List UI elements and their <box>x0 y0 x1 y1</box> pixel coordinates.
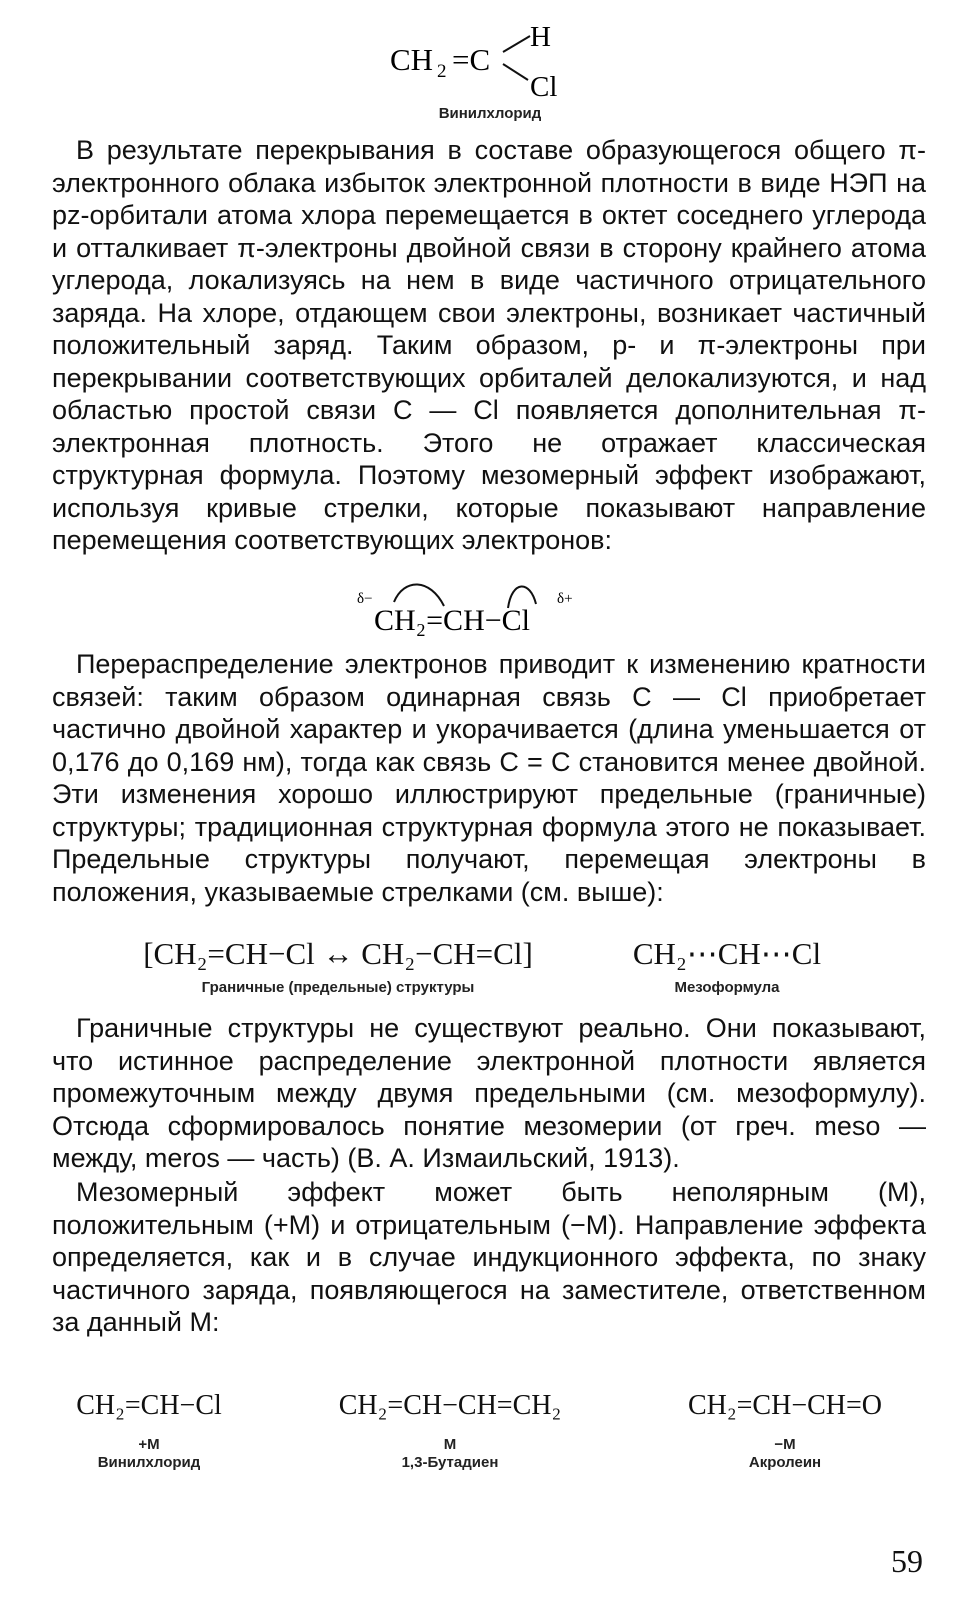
limit-structures-caption: Граничные (предельные) структуры <box>201 979 475 996</box>
example-butadiene <box>300 1360 600 1480</box>
formula-subscript: 2 <box>437 61 447 82</box>
mesoformula <box>612 908 842 1000</box>
formula-bond-c: =C <box>452 42 491 77</box>
example-effect: −M <box>774 1436 796 1453</box>
paragraph-4: Мезомерный эффект может быть неполярным (M), положительным (+M) и отрицательным (−M). Направление эффекта определяется, как и в случае индукционного эффекта, по знаку частичного заряда, появляющегося на заместителе, ответственном за данный M: <box>52 1177 926 1337</box>
example-effect: +M <box>138 1436 160 1453</box>
atom-cl: Cl <box>530 71 558 98</box>
delta-minus: δ− <box>357 591 373 607</box>
example-formula: CH₂=CH−CH=CH₂ <box>338 1390 562 1421</box>
mesoformula-caption: Мезоформула <box>674 979 780 996</box>
limit-structures-formula: [CH₂=CH−Cl ↔ CH₂−CH=Cl] <box>143 936 533 971</box>
example-formula: CH₂=CH−Cl <box>76 1390 222 1421</box>
paragraph-1: В результате перекрывания в составе образующегося общего π-электронного облака избыток электронной плотности в виде НЭП на pz-орбитали атома хлора перемещается в октет соседнего углерода и отталкивает π-электроны двойной связи в сторону крайнего атома углерода, локализуясь на нем в виде частичного отрицательного заряда. На хлоре, отдающем свои электроны, возникает частичный положительный заряд. Таким образом, p- и π-электроны при перекрывании соответствующих орбиталей делокализуются, и над областью простой связи C — Cl появляется дополнительная π-электронная плотность. Этого не отражает классическая структурная формула. Поэтому мезомерный эффект изображают, используя кривые стрелки, которые показывают направление перемещения соответствующих электронов: <box>52 135 926 555</box>
example-vinyl-chloride <box>24 1360 274 1480</box>
example-formula: CH₂=CH−CH=O <box>687 1390 883 1421</box>
page-number: 59 <box>891 1543 923 1579</box>
curved-arrow-icon <box>394 584 444 606</box>
atom-h: H <box>530 21 551 53</box>
example-name: Акролеин <box>748 1454 822 1471</box>
formula-ch: CH <box>390 42 434 77</box>
vinyl-chloride-caption: Винилхлорид <box>438 105 542 122</box>
paragraph-3: Граничные структуры не существуют реально. Они показывают, что истинное распределение электронной плотности является промежуточным между двумя предельными (см. мезоформулу). Отсюда сформировалось понятие мезомерии (от греч. meso — между, meros — часть) (В. А. Измаильский, 1913). <box>52 1013 926 1173</box>
paragraph-2: Перераспределение электронов приводит к изменению кратности связей: таким образом одинарная связь C — Cl приобретает частично двойной характер и укорачивается (длина уменьшается от 0,176 до 0,169 нм), тогда как связь C = C становится менее двойной. Эти изменения хорошо иллюстрируют предельные (граничные) структуры; традиционная структурная формула этого не показывает. Предельные структуры получают, перемещая электроны в положения, указываемые стрелками (см. выше): <box>52 649 926 907</box>
delta-plus: δ+ <box>557 591 573 607</box>
mesomeric-arrow-formula <box>352 570 612 640</box>
example-acrolein <box>635 1360 935 1480</box>
example-name: 1,3-Бутадиен <box>401 1454 499 1471</box>
example-name: Винилхлорид <box>97 1454 201 1471</box>
bond-to-h <box>503 36 530 52</box>
limit-structures <box>98 908 578 1000</box>
bond-to-cl <box>503 64 528 80</box>
vinyl-chloride-formula <box>380 18 600 98</box>
vinyl-chloride-structure <box>380 18 600 123</box>
mesoformula-text: CH₂⋯CH⋯Cl <box>632 936 822 971</box>
arrow-formula-text: CH₂=CH−Cl <box>374 604 530 637</box>
example-effect: M <box>443 1436 457 1453</box>
